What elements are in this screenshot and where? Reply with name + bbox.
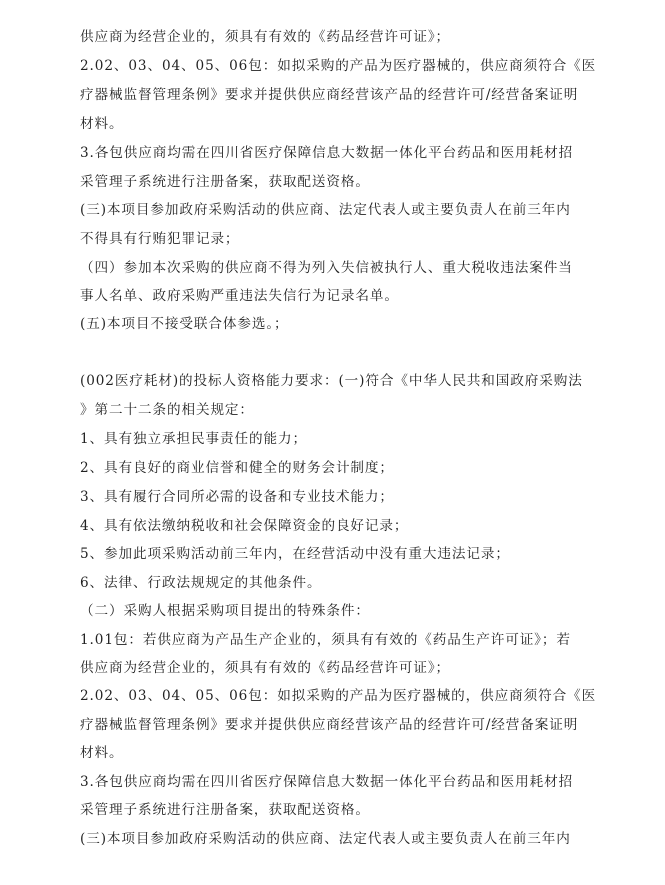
text-line: (五)本项目不接受联合体参选。； [80,316,289,332]
text-line: 事人名单、政府采购严重违法失信行为记录名单。 [80,288,399,304]
text-line: 6、法律、行政法规规定的其他条件。 [80,575,322,591]
text-line: （二）采购人根据采购项目提出的特殊条件： [80,603,370,619]
text-line: 材料。 [80,116,124,132]
text-line: （四）参加本次采购的供应商不得为列入失信被执行人、重大税收违法案件当 [80,260,573,276]
text-line: 材料。 [80,745,124,761]
text-line: (002医疗耗材)的投标人资格能力要求：(一)符合《中华人民共和国政府采购法 [80,373,583,389]
text-line: 3.各包供应商均需在四川省医疗保障信息大数据一体化平台药品和医用耗材招 [80,774,574,790]
text-line: (三)本项目参加政府采购活动的供应商、法定代表人或主要负责人在前三年内 [80,202,571,218]
text-line: 5、参加此项采购活动前三年内，在经营活动中没有重大违法记录； [80,546,510,562]
text-line: 》第二十二条的相关规定： [80,402,254,418]
text-line: 1.01包：若供应商为产品生产企业的，须具有有效的《药品生产许可证》；若 [80,632,571,648]
text-line: 采管理子系统进行注册备案，获取配送资格。 [80,802,370,818]
text-line: 疗器械监督管理条例》要求并提供供应商经营该产品的经营许可/经营备案证明 [80,87,579,103]
text-line: 4、具有依法缴纳税收和社会保障资金的良好记录； [80,518,409,534]
text-line: 3、具有履行合同所必需的设备和专业技术能力； [80,489,394,505]
text-line: 采管理子系统进行注册备案，获取配送资格。 [80,174,370,190]
text-line: 3.各包供应商均需在四川省医疗保障信息大数据一体化平台药品和医用耗材招 [80,145,574,161]
text-line: (三)本项目参加政府采购活动的供应商、法定代表人或主要负责人在前三年内 [80,831,571,847]
text-line: 2.02、03、04、05、06包：如拟采购的产品为医疗器械的，供应商须符合《医 [80,58,597,74]
text-line: 不得具有行贿犯罪记录； [80,231,240,247]
text-line: 供应商为经营企业的，须具有有效的《药品经营许可证》； [80,660,451,676]
text-line: 疗器械监督管理条例》要求并提供供应商经营该产品的经营许可/经营备案证明 [80,717,579,733]
text-line: 2、具有良好的商业信誉和健全的财务会计制度； [80,460,394,476]
text-line: 供应商为经营企业的，须具有有效的《药品经营许可证》； [80,29,451,45]
text-line: 2.02、03、04、05、06包：如拟采购的产品为医疗器械的，供应商须符合《医 [80,688,597,704]
text-line: 1、具有独立承担民事责任的能力； [80,431,307,447]
